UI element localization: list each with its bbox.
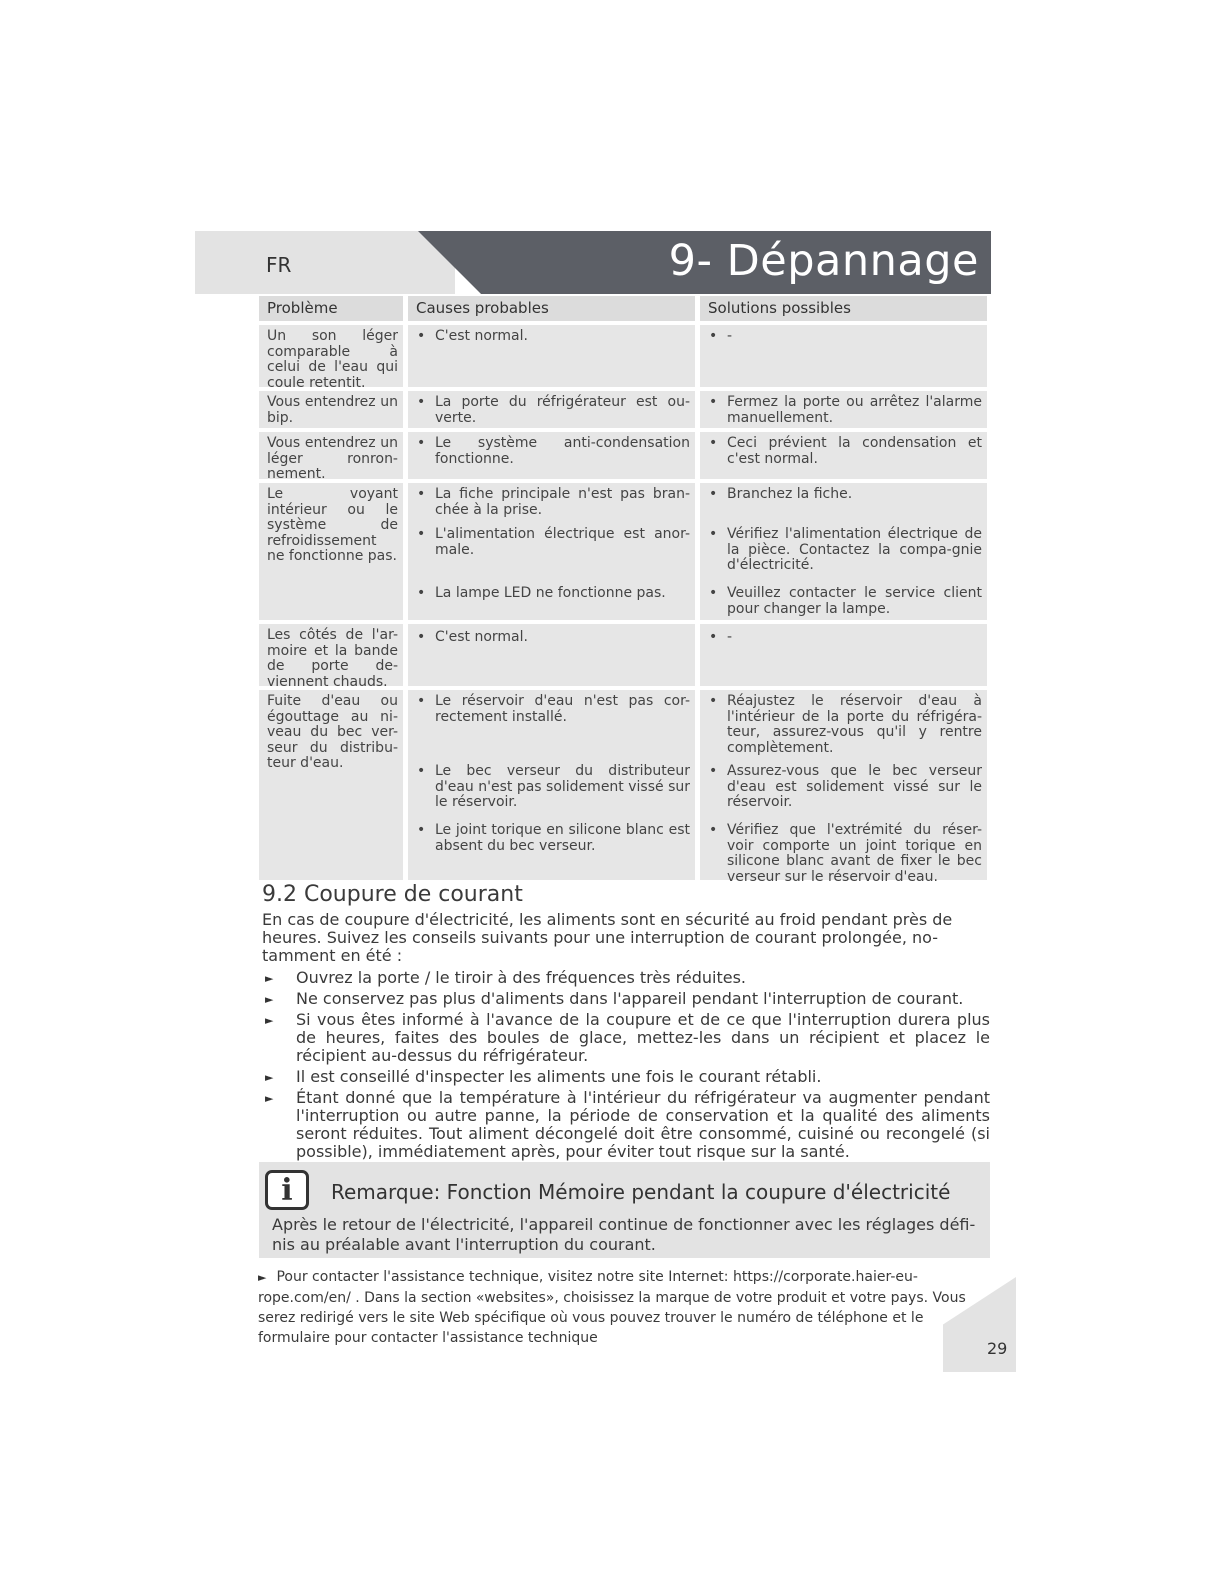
note-box — [259, 1162, 990, 1258]
solution-item: • Ceci prévient la condensation et c'est normal. — [708, 436, 982, 467]
causes-cell — [408, 391, 695, 428]
solution-item: • Assurez-vous que le bec verseur d'eau est solidement vissé sur le réservoir. — [708, 764, 982, 811]
problem-cell: Fuite d'eau ou égouttage au ni-veau du bec ver-seur du distribu-teur d'eau. — [259, 690, 403, 880]
problem-cell: Les côtés de l'ar-moire et la bande de porte de-viennent chauds. — [259, 624, 403, 686]
arrow-bullet-icon: ► — [265, 1014, 274, 1027]
solution-item: • Branchez la fiche. — [708, 487, 982, 503]
list-item-text: Étant donné que la température à l'intérieur du réfrigérateur va augmenter pendant l'interruption ou autre panne, la période de conservation et la qualité des aliments seront réduites. Tout aliment décongelé doit être consommé, cuisiné ou recongelé (si possible), immédiatement après, pour éviter tout risque sur la santé. — [296, 1088, 990, 1161]
causes-cell — [408, 483, 695, 620]
cause-item: • C'est normal. — [416, 329, 690, 345]
cause-item: • Le joint torique en silicone blanc est absent du bec verseur. — [416, 823, 690, 854]
causes-cell — [408, 432, 695, 479]
advice-list — [262, 969, 990, 1164]
cause-item: • Le système anti-condensation fonctionne. — [416, 436, 690, 467]
list-item-text: Ouvrez la porte / le tiroir à des fréquences très réduites. — [296, 968, 746, 987]
language-code: FR — [266, 253, 292, 277]
list-item — [262, 1068, 990, 1086]
solutions-cell — [700, 624, 987, 686]
list-item-text: Ne conservez pas plus d'aliments dans l'appareil pendant l'interruption de courant. — [296, 989, 964, 1008]
arrow-bullet-icon: ► — [265, 1071, 274, 1084]
cause-item: • C'est normal. — [416, 630, 690, 646]
page-title: 9- Dépannage — [668, 236, 979, 286]
note-title: Remarque: Fonction Mémoire pendant la coupure d'électricité — [331, 1180, 951, 1204]
support-info — [258, 1267, 970, 1348]
column-header-causes: Causes probables — [408, 296, 695, 321]
solutions-cell — [700, 325, 987, 387]
solution-item: • Veuillez contacter le service client pour changer la lampe. — [708, 586, 982, 617]
causes-cell — [408, 690, 695, 880]
solution-item: • Fermez la porte ou arrêtez l'alarme manuellement. — [708, 395, 982, 426]
arrow-bullet-icon: ► — [265, 1092, 274, 1105]
causes-cell — [408, 325, 695, 387]
solution-item: • - — [708, 329, 982, 345]
table-header-row — [259, 296, 990, 321]
table-row — [259, 432, 990, 482]
table-row — [259, 325, 990, 391]
solution-item: • Réajustez le réservoir d'eau à l'intérieur de la porte du réfrigéra-teur, assurez-vous qu'il y rentre complètement. — [708, 694, 982, 756]
list-item — [262, 1089, 990, 1161]
section-intro: En cas de coupure d'électricité, les aliments sont en sécurité au froid pendant près de heures. Suivez les conseils suivants pour une interruption de courant prolongée, no-tamment en été : — [262, 910, 953, 965]
solution-item: • - — [708, 630, 982, 646]
support-text: Pour contacter l'assistance technique, visitez notre site Internet: https://corporate.haier-eu-rope.com/en/ . Dans la section «websites», choisissez la marque de votre produit et votre pays. Vous serez redirigé vers le site Web spécifique où vous pouvez trouver le numéro de téléphone et le formulaire pour contacter l'assistance technique — [258, 1269, 966, 1346]
causes-cell — [408, 624, 695, 686]
cause-item: • L'alimentation électrique est anor-male. — [416, 527, 690, 558]
problem-cell: Un son léger comparable à celui de l'eau qui coule retentit. — [259, 325, 403, 387]
table-row — [259, 483, 990, 620]
note-body: Après le retour de l'électricité, l'appareil continue de fonctionner avec les réglages défi-nis au préalable avant l'interruption du courant. — [272, 1215, 976, 1254]
arrow-bullet-icon: ► — [258, 1271, 267, 1284]
table-row — [259, 690, 990, 885]
problem-cell: Le voyant intérieur ou le système de refroidissement ne fonctionne pas. — [259, 483, 403, 620]
cause-item: • Le bec verseur du distributeur d'eau n'est pas solidement vissé sur le réservoir. — [416, 764, 690, 811]
solutions-cell — [700, 483, 987, 620]
list-item — [262, 1011, 990, 1065]
list-item — [262, 990, 990, 1008]
page-number: 29 — [987, 1339, 1008, 1358]
section-title: 9.2 Coupure de courant — [262, 882, 523, 907]
list-item-text: Si vous êtes informé à l'avance de la coupure et de ce que l'interruption durera plus de heures, faites des boules de glace, mettez-les dans un récipient et placez le récipient au-dessus du réfrigérateur. — [296, 1010, 990, 1065]
solutions-cell — [700, 391, 987, 428]
troubleshooting-table — [259, 296, 990, 884]
solution-item: • Vérifiez que l'extrémité du réser-voir comporte un joint torique en silicone blanc avant de fixer le bec verseur sur le réservoir d'eau. — [708, 823, 982, 885]
table-row — [259, 391, 990, 428]
arrow-bullet-icon: ► — [265, 993, 274, 1006]
cause-item: • La fiche principale n'est pas bran-chée à la prise. — [416, 487, 690, 518]
solutions-cell — [700, 690, 987, 885]
info-icon: i — [265, 1170, 309, 1210]
arrow-bullet-icon: ► — [265, 972, 274, 985]
list-item-text: Il est conseillé d'inspecter les aliments une fois le courant rétabli. — [296, 1067, 822, 1086]
problem-cell: Vous entendrez un bip. — [259, 391, 403, 428]
column-header-problem: Problème — [259, 296, 403, 321]
solution-item: • Vérifiez l'alimentation électrique de la pièce. Contactez la compa-gnie d'électricité. — [708, 527, 982, 574]
cause-item: • La lampe LED ne fonctionne pas. — [416, 586, 690, 602]
column-header-solutions: Solutions possibles — [700, 296, 987, 321]
table-row — [259, 624, 990, 690]
problem-cell: Vous entendrez un léger ronron-nement. — [259, 432, 403, 479]
solutions-cell — [700, 432, 987, 479]
header-lang-band — [195, 231, 455, 294]
list-item — [262, 969, 990, 987]
cause-item: • La porte du réfrigérateur est ou-verte. — [416, 395, 690, 426]
cause-item: • Le réservoir d'eau n'est pas cor-rectement installé. — [416, 694, 690, 725]
